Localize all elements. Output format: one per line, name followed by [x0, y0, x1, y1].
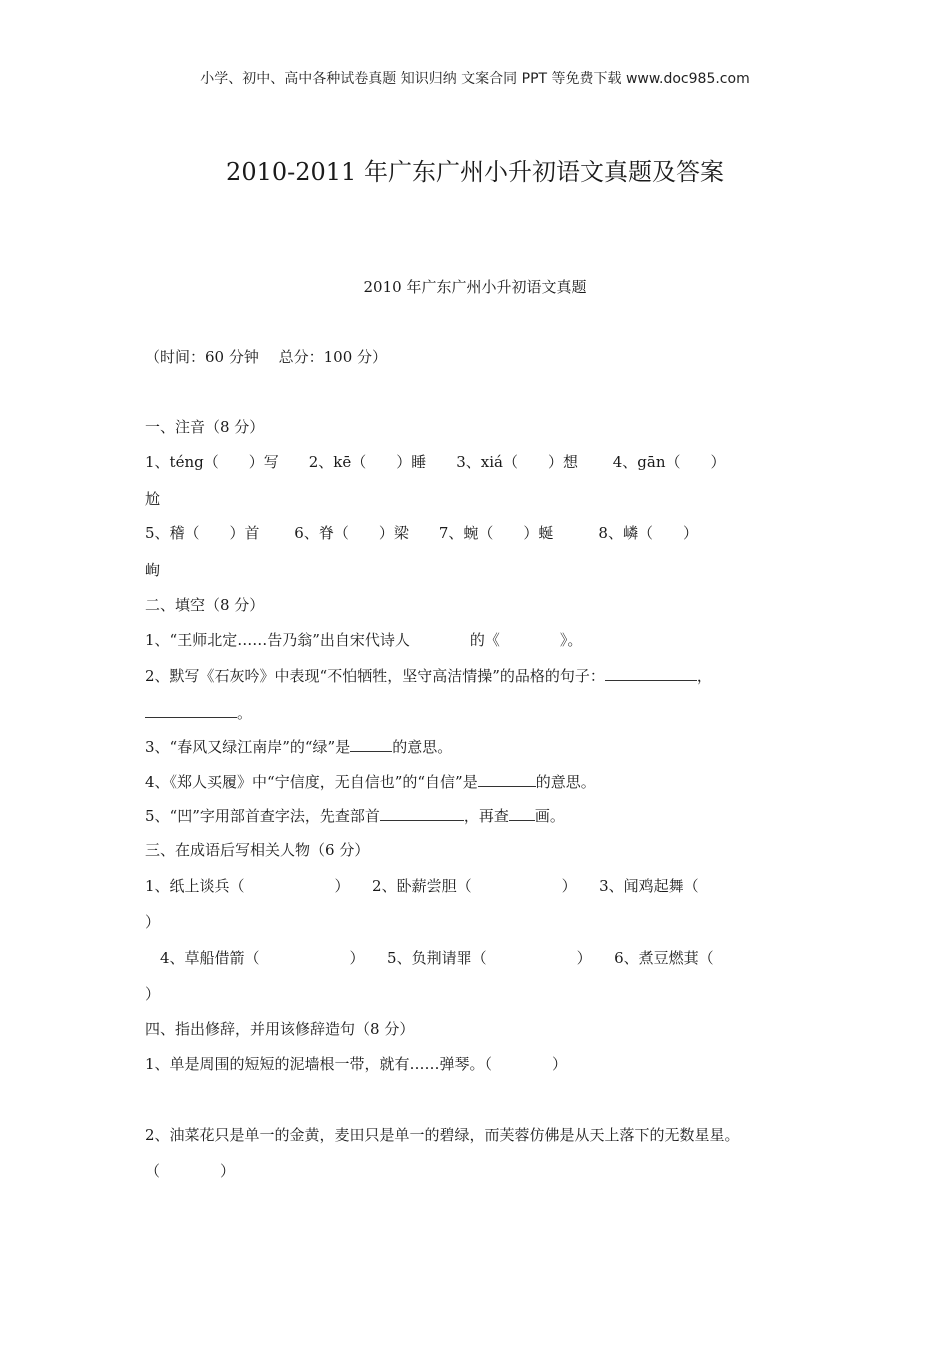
exam-subtitle: 2010 年广东广州小升初语文真题 [363, 278, 587, 296]
rhetoric-question-1: 1、单是周围的短短的泥墙根一带，就有……弹琴。（ ） [145, 1055, 568, 1073]
idiom-line-2-wrap: ） [145, 985, 161, 1003]
fill-question-3: 3、“春风又绿江南岸”的“绿”是 的意思。 [145, 738, 453, 756]
fill-question-2: 2、默写《石灰吟》中表现“不怕牺牲，坚守高洁情操”的品格的句子： ， [145, 667, 712, 685]
fill-question-5: 5、“凹”字用部首查字法，先查部首 ，再查 画。 [145, 807, 565, 825]
rhetoric-question-2: 2、油菜花只是单一的金黄，麦田只是单一的碧绿，而芙蓉仿佛是从天上落下的无数星星。 [145, 1126, 740, 1144]
answer-blank[interactable] [350, 737, 392, 752]
idiom-line-2: 4、草船借箭（ ） 5、负荆请罪（ ） 6、煮豆燃萁（ [145, 949, 714, 967]
site-header: 小学、初中、高中各种试卷真题 知识归纳 文案合同 PPT 等免费下载 www.doc985.com [200, 71, 750, 87]
idiom-line-1: 1、纸上谈兵（ ） 2、卧薪尝胆（ ） 3、闻鸡起舞（ [145, 877, 699, 895]
section-4-heading: 四、指出修辞，并用该修辞造句（8 分） [145, 1020, 415, 1038]
fill-question-4: 4、《郑人买履》中“宁信度，无自信也”的“自信”是 的意思。 [145, 773, 596, 791]
answer-blank[interactable] [605, 666, 697, 681]
document-title: 2010-2011 年广东广州小升初语文真题及答案 [226, 158, 724, 186]
answer-blank[interactable] [380, 806, 464, 821]
answer-blank[interactable] [478, 772, 536, 787]
fill-question-2-wrap: 。 [145, 702, 252, 723]
pinyin-line-1: 1、téng（ ）写 2、kē（ ）睡 3、xiá（ ）想 4、gān（ ） [145, 453, 726, 471]
section-1-heading: 一、注音（8 分） [145, 418, 265, 436]
pinyin-line-2-wrap: 峋 [145, 561, 161, 579]
answer-blank[interactable] [509, 806, 535, 821]
section-3-heading: 三、在成语后写相关人物（6 分） [145, 841, 370, 859]
rhetoric-question-2-paren: （ ） [145, 1162, 236, 1180]
idiom-line-1-wrap: ） [145, 913, 161, 931]
pinyin-line-2: 5、稽（ ）首 6、脊（ ）梁 7、蜿（ ）蜒 8、嶙（ ） [145, 524, 698, 542]
fill-question-1: 1、“王师北定……告乃翁”出自宋代诗人 的《 》。 [145, 631, 583, 649]
pinyin-line-1-wrap: 尬 [145, 490, 161, 508]
answer-blank[interactable] [145, 703, 237, 718]
time-info: （时间：60 分钟 总分：100 分） [145, 348, 388, 366]
section-2-heading: 二、填空（8 分） [145, 596, 265, 614]
